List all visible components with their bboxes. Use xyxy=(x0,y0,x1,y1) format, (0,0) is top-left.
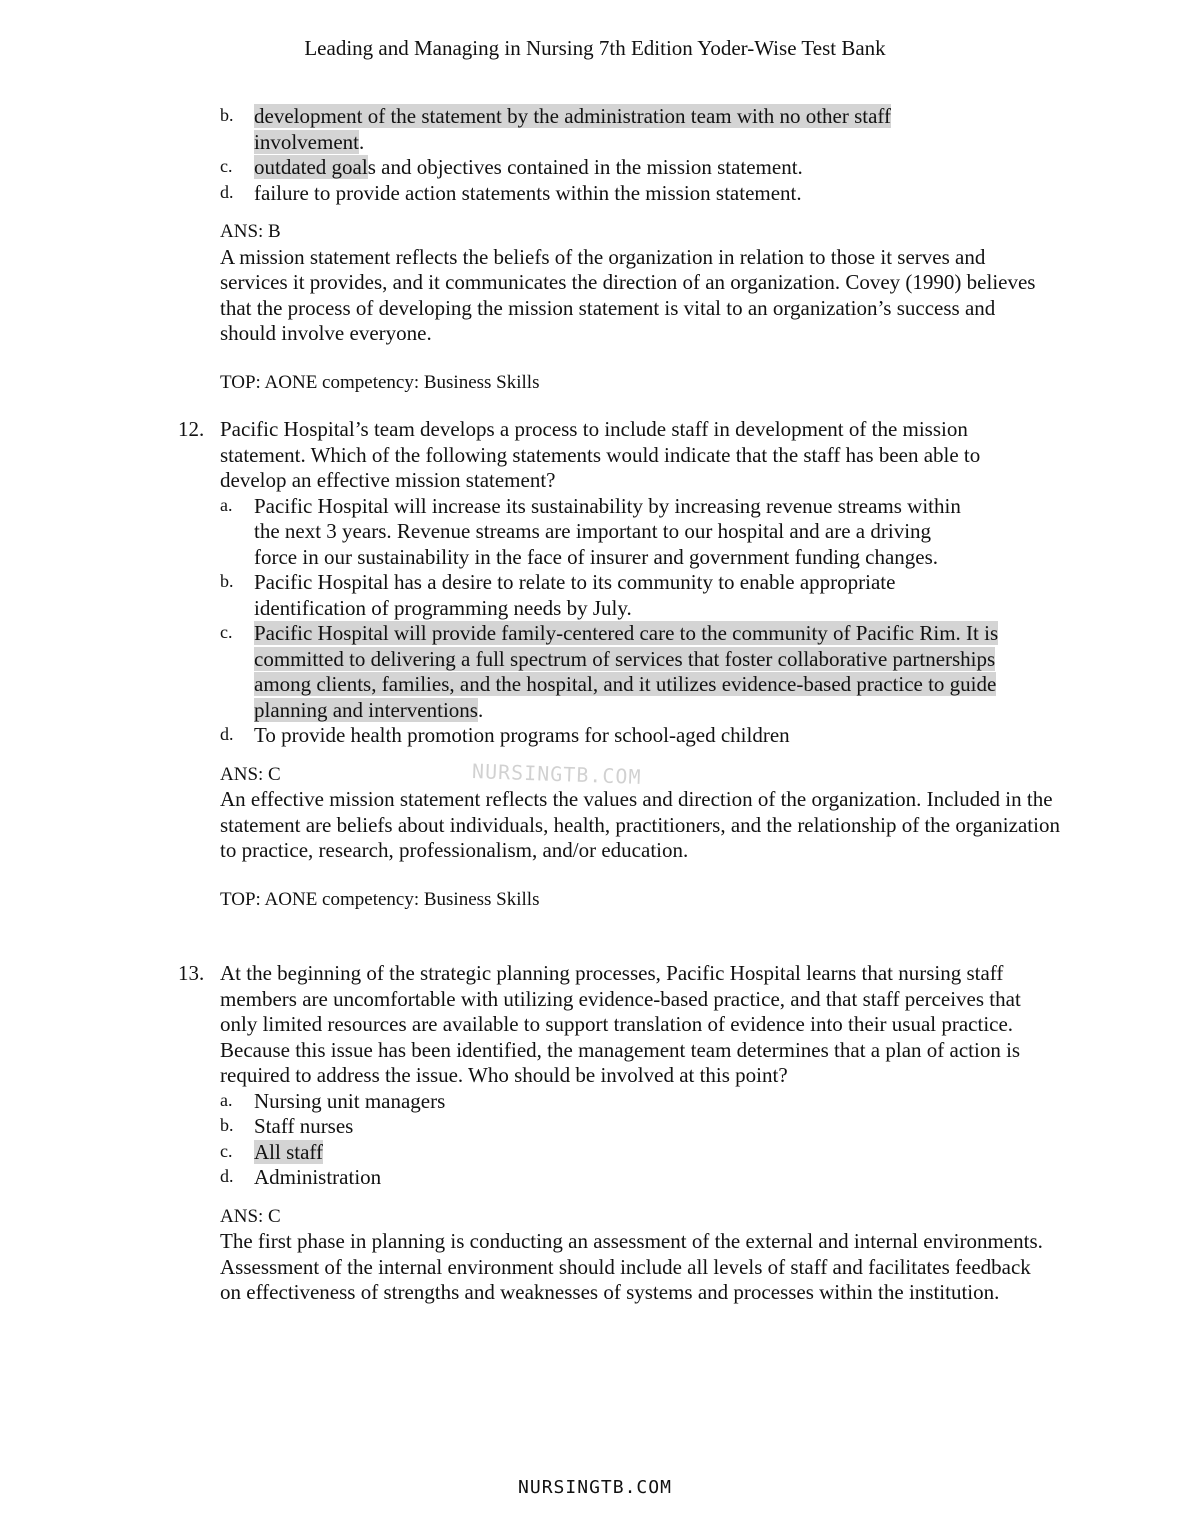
option-letter: c. xyxy=(220,622,233,642)
highlighted-answer: development of the statement by the administration team with no other staff involvement xyxy=(254,104,892,154)
option-letter: a. xyxy=(220,1089,233,1110)
option-letter: b. xyxy=(220,571,234,591)
option-a xyxy=(220,494,974,571)
page-header: Leading and Managing in Nursing 7th Edition Yoder-Wise Test Bank xyxy=(304,36,886,60)
option-letter: c. xyxy=(220,1140,233,1161)
question-number: 13. xyxy=(178,961,205,985)
option-text: Staff nurses xyxy=(254,1114,354,1138)
question-stem: Pacific Hospital’s team develops a process to include staff in development of the mission statement. Which of the following statements would indicate that the staff has been able to develop an effective mission statement? xyxy=(220,417,981,492)
question-11 xyxy=(220,104,1070,395)
watermark: NURSINGTB.COM xyxy=(471,759,642,789)
option-text: Nursing unit managers xyxy=(254,1088,446,1113)
option-c xyxy=(220,1140,1070,1166)
answer-key: ANS: B xyxy=(220,221,281,242)
question-12 xyxy=(178,417,1070,912)
option-letter: b. xyxy=(220,1115,234,1135)
option-c xyxy=(220,621,1014,723)
question-stem: At the beginning of the strategic planning processes, Pacific Hospital learns that nursing staff members are uncomfortable with utilizing evidence-based practice, and that staff perceives that only limited resources are available to support translation of evidence into their usual practice. Because this issue has been identified, the management team determines that a plan of action is required to address the issue. Who should be involved at this point? xyxy=(220,961,1021,1087)
question-number: 12. xyxy=(178,417,205,441)
option-text: . xyxy=(358,129,365,154)
option-text: . xyxy=(477,697,484,722)
option-text: Administration xyxy=(254,1165,382,1189)
topic-tag: TOP: AONE competency: Business Skills xyxy=(220,888,540,910)
option-letter: a. xyxy=(220,494,233,515)
option-letter: b. xyxy=(220,105,234,125)
topic-tag: TOP: AONE competency: Business Skills xyxy=(220,371,540,393)
highlighted-text: outdated goal xyxy=(254,155,368,179)
answer-key: ANS: C xyxy=(220,763,281,785)
question-13 xyxy=(178,961,1070,1306)
option-text: Pacific Hospital has a desire to relate to its community to enable appropriate identification of programming needs by July. xyxy=(254,570,896,620)
rationale: The first phase in planning is conducting an assessment of the external and internal environments. Assessment of the internal environment should include all levels of staff and facilitates feedback on effectiveness of strengths and weaknesses of systems and processes within the institution. xyxy=(220,1229,1043,1304)
option-b xyxy=(220,1114,1070,1140)
option-a xyxy=(220,1089,1070,1115)
option-text: To provide health promotion programs for school-aged children xyxy=(254,723,790,747)
highlighted-answer: All staff xyxy=(254,1139,324,1164)
option-text: Pacific Hospital will increase its sustainability by increasing revenue streams within the next 3 years. Revenue streams are important to our hospital and are a driving force in our sustainability in the face of insurer and government funding changes. xyxy=(254,493,961,569)
option-d xyxy=(220,181,1070,207)
option-text: failure to provide action statements within the mission statement. xyxy=(254,180,802,205)
option-letter: d. xyxy=(220,724,234,744)
option-b xyxy=(220,570,954,621)
rationale: A mission statement reflects the beliefs of the organization in relation to those it serves and services it provides, and it communicates the direction of an organization. Covey (1990) believes that the process of developing the mission statement is vital to an organization’s success and should involve everyone. xyxy=(220,244,1036,345)
option-letter: d. xyxy=(220,1166,234,1186)
page-footer: NURSINGTB.COM xyxy=(518,1477,672,1498)
rationale: An effective mission statement reflects the values and direction of the organization. Included in the statement are beliefs about individuals, health, practitioners, and the relationship of the organization to practice, research, professionalism, and/or education. xyxy=(220,787,1060,862)
answer-key: ANS: C xyxy=(220,1205,281,1227)
option-letter: d. xyxy=(220,181,234,202)
option-d xyxy=(220,723,1070,749)
option-text: s and objectives contained in the mission statement. xyxy=(367,155,803,179)
option-c xyxy=(220,155,1070,181)
option-b xyxy=(220,104,954,155)
option-d xyxy=(220,1165,1070,1191)
highlighted-answer: Pacific Hospital will provide family-centered care to the community of Pacific Rim. It is committed to delivering a full spectrum of services that foster collaborative partnerships among clients, families, and the hospital, and it utilizes evidence-based practice to guide planning and interventions xyxy=(254,621,999,722)
option-letter: c. xyxy=(220,156,233,176)
